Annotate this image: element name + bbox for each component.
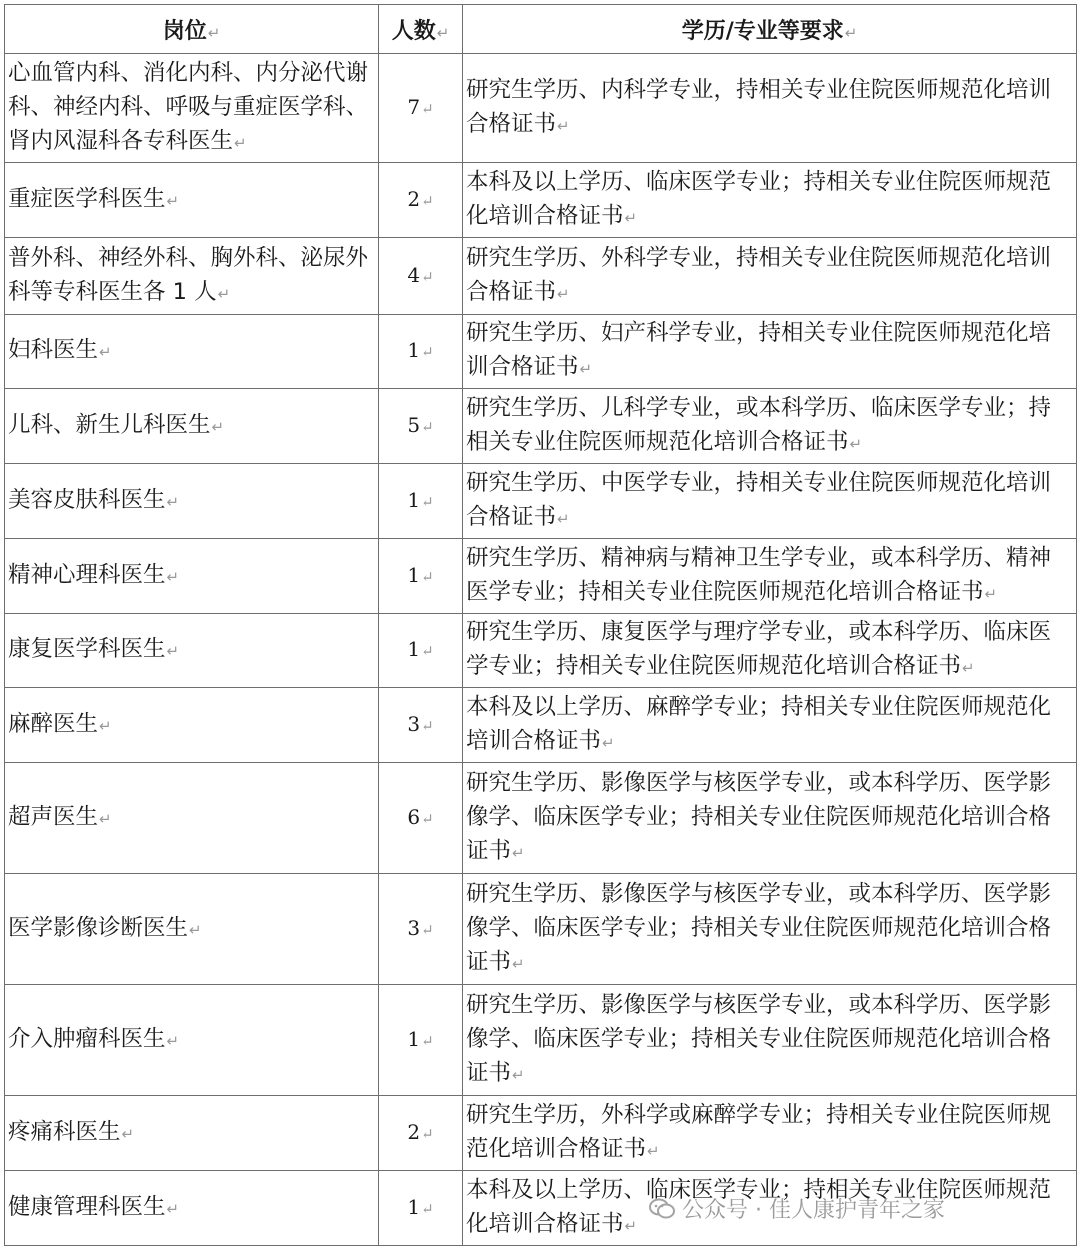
paragraph-mark: ↵ [512, 844, 525, 863]
cell-requirement: 研究生学历、影像医学与核医学专业，或本科学历、医学影像学、临床医学专业；持相关专业住院医师规范化培训合格证书↵ [463, 874, 1077, 985]
cell-count: 1↵ [379, 613, 463, 688]
paragraph-mark: ↵ [624, 1217, 638, 1236]
table-row [5, 613, 1077, 688]
watermark [648, 1193, 945, 1224]
paragraph-mark: ↵ [849, 435, 863, 454]
paragraph-mark: ↵ [421, 191, 434, 210]
paragraph-mark: ↵ [166, 567, 180, 586]
table-row [5, 874, 1077, 985]
cell-count: 1↵ [379, 1171, 463, 1246]
table-row [5, 1096, 1077, 1171]
cell-requirement: 本科及以上学历、临床医学专业；持相关专业住院医师规范化培训合格证书↵ [463, 163, 1077, 238]
paragraph-mark: ↵ [512, 955, 525, 974]
cell-position: 心血管内科、消化内科、内分泌代谢科、神经内科、呼吸与重症医学科、肾内风湿科各专科医生↵ [5, 54, 379, 163]
cell-position: 康复医学科医生↵ [5, 613, 379, 688]
paragraph-mark: ↵ [166, 642, 180, 661]
cell-count: 7↵ [379, 54, 463, 163]
paragraph-mark: ↵ [647, 1142, 660, 1161]
cell-position: 儿科、新生儿科医生↵ [5, 389, 379, 464]
cell-count: 1↵ [379, 314, 463, 389]
paragraph-mark: ↵ [189, 921, 202, 940]
table-row [5, 237, 1077, 314]
paragraph-mark: ↵ [121, 1125, 135, 1144]
cell-position: 妇科医生↵ [5, 314, 379, 389]
cell-count: 2↵ [379, 163, 463, 238]
cell-count: 1↵ [379, 985, 463, 1096]
cell-requirement: 研究生学历、康复医学与理疗学专业，或本科学历、临床医学专业；持相关专业住院医师规范化培训合格证书↵ [463, 613, 1077, 688]
table-row [5, 464, 1077, 539]
paragraph-mark: ↵ [99, 717, 112, 736]
cell-position: 重症医学科医生↵ [5, 163, 379, 238]
cell-position: 美容皮肤科医生↵ [5, 464, 379, 539]
paragraph-mark: ↵ [207, 23, 221, 42]
paragraph-mark: ↵ [421, 717, 434, 736]
paragraph-mark: ↵ [421, 267, 434, 286]
wechat-official-account-icon [648, 1197, 676, 1221]
cell-count: 1↵ [379, 538, 463, 613]
cell-count: 4↵ [379, 237, 463, 314]
cell-count: 6↵ [379, 763, 463, 874]
cell-count: 1↵ [379, 464, 463, 539]
cell-position: 疼痛科医生↵ [5, 1096, 379, 1171]
table-row [5, 538, 1077, 613]
cell-requirement: 研究生学历、精神病与精神卫生学专业，或本科学历、精神医学专业；持相关专业住院医师规范化培训合格证书↵ [463, 538, 1077, 613]
paragraph-mark: ↵ [421, 1200, 434, 1219]
paragraph-mark: ↵ [557, 284, 570, 303]
paragraph-mark: ↵ [512, 1066, 525, 1085]
cell-count: 3↵ [379, 874, 463, 985]
cell-requirement: 研究生学历、中医学专业，持相关专业住院医师规范化培训合格证书↵ [463, 464, 1077, 539]
paragraph-mark: ↵ [166, 1200, 180, 1219]
cell-position: 健康管理科医生↵ [5, 1171, 379, 1246]
paragraph-mark: ↵ [624, 208, 638, 227]
paragraph-mark: ↵ [436, 23, 450, 42]
table-row [5, 389, 1077, 464]
paragraph-mark: ↵ [984, 584, 998, 603]
paragraph-mark: ↵ [421, 810, 434, 829]
cell-requirement: 研究生学历、儿科学专业，或本科学历、临床医学专业；持相关专业住院医师规范化培训合格证书↵ [463, 389, 1077, 464]
paragraph-mark: ↵ [211, 418, 225, 437]
paragraph-mark: ↵ [99, 810, 112, 829]
paragraph-mark: ↵ [99, 343, 112, 362]
paragraph-mark: ↵ [602, 734, 615, 753]
cell-requirement: 研究生学历，外科学或麻醉学专业；持相关专业住院医师规范化培训合格证书↵ [463, 1096, 1077, 1171]
paragraph-mark: ↵ [421, 100, 434, 119]
cell-requirement: 研究生学历、影像医学与核医学专业，或本科学历、医学影像学、临床医学专业；持相关专业住院医师规范化培训合格证书↵ [463, 985, 1077, 1096]
table-row [5, 314, 1077, 389]
cell-requirement: 本科及以上学历、麻醉学专业；持相关专业住院医师规范化培训合格证书↵ [463, 688, 1077, 763]
paragraph-mark: ↵ [421, 921, 434, 940]
table-row [5, 163, 1077, 238]
paragraph-mark: ↵ [557, 117, 570, 136]
recruitment-table [4, 4, 1077, 1246]
paragraph-mark: ↵ [421, 492, 434, 511]
cell-requirement: 研究生学历、影像医学与核医学专业，或本科学历、医学影像学、临床医学专业；持相关专业住院医师规范化培训合格证书↵ [463, 763, 1077, 874]
table-row [5, 54, 1077, 163]
paragraph-mark: ↵ [234, 134, 247, 153]
header-row [5, 5, 1077, 54]
paragraph-mark: ↵ [557, 509, 570, 528]
paragraph-mark: ↵ [579, 360, 593, 379]
header-position: 岗位↵ [5, 5, 379, 54]
cell-position: 医学影像诊断医生↵ [5, 874, 379, 985]
cell-requirement: 研究生学历、内科学专业，持相关专业住院医师规范化培训合格证书↵ [463, 54, 1077, 163]
paragraph-mark: ↵ [217, 284, 231, 303]
cell-requirement: 本科及以上学历、临床医学专业；持相关专业住院医师规范化培训合格证书↵ [463, 1171, 1077, 1246]
paragraph-mark: ↵ [421, 343, 434, 362]
paragraph-mark: ↵ [166, 1032, 180, 1051]
cell-position: 精神心理科医生↵ [5, 538, 379, 613]
cell-count: 2↵ [379, 1096, 463, 1171]
paragraph-mark: ↵ [421, 642, 434, 661]
paragraph-mark: ↵ [421, 1032, 434, 1051]
paragraph-mark: ↵ [166, 492, 180, 511]
paragraph-mark: ↵ [421, 567, 434, 586]
paragraph-mark: ↵ [844, 23, 858, 42]
cell-requirement: 研究生学历、妇产科学专业，持相关专业住院医师规范化培训合格证书↵ [463, 314, 1077, 389]
paragraph-mark: ↵ [421, 1125, 434, 1144]
paragraph-mark: ↵ [421, 418, 434, 437]
header-requirement: 学历/专业等要求↵ [463, 5, 1077, 54]
cell-position: 麻醉医生↵ [5, 688, 379, 763]
table-row [5, 688, 1077, 763]
cell-position: 普外科、神经外科、胸外科、泌尿外科等专科医生各 1 人↵ [5, 237, 379, 314]
cell-count: 5↵ [379, 389, 463, 464]
table-row [5, 985, 1077, 1096]
table-row [5, 763, 1077, 874]
watermark-text: 公众号 · 佳人康护青年之家 [682, 1198, 945, 1223]
paragraph-mark: ↵ [962, 659, 975, 678]
cell-count: 3↵ [379, 688, 463, 763]
cell-position: 介入肿瘤科医生↵ [5, 985, 379, 1096]
cell-position: 超声医生↵ [5, 763, 379, 874]
header-count: 人数↵ [379, 5, 463, 54]
paragraph-mark: ↵ [166, 191, 180, 210]
cell-requirement: 研究生学历、外科学专业，持相关专业住院医师规范化培训合格证书↵ [463, 237, 1077, 314]
